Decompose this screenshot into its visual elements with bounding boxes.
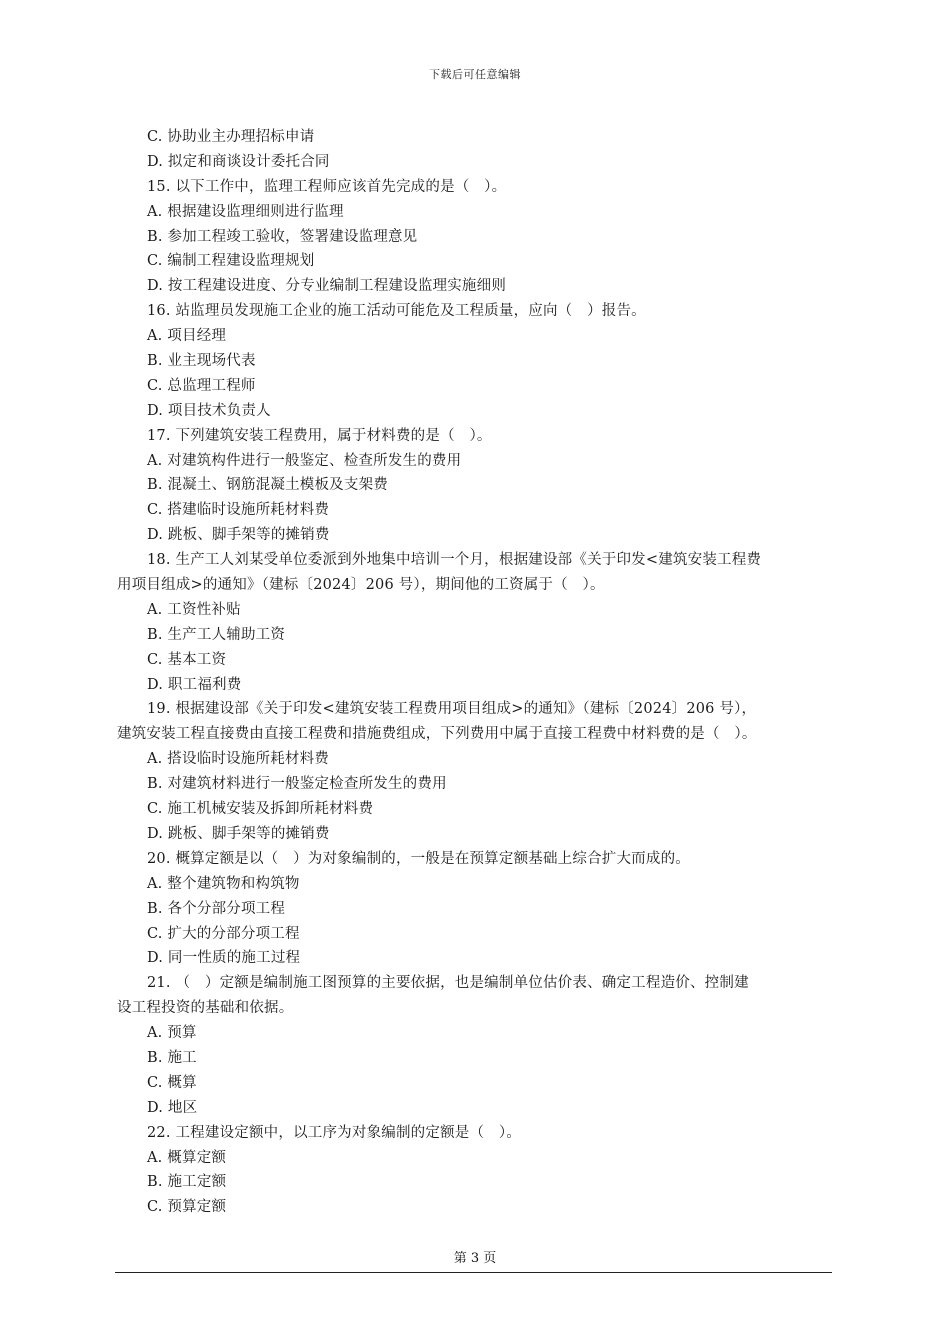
option-line: A. 根据建设监理细则进行监理	[147, 203, 344, 220]
question-line: 15. 以下工作中，监理工程师应该首先完成的是（ ）。	[147, 178, 507, 195]
option-line: D. 按工程建设进度、分专业编制工程建设监理实施细则	[147, 278, 507, 295]
question-line: 19. 根据建设部《关于印发<建筑安装工程费用项目组成>的通知》（建标〔2024〕206 号），	[147, 701, 757, 718]
option-line: B. 施工定额	[147, 1174, 227, 1191]
question-line: 18. 生产工人刘某受单位委派到外地集中培训一个月，根据建设部《关于印发<建筑安装工程费	[147, 552, 762, 569]
question-line: 21. （ ）定额是编制施工图预算的主要依据，也是编制单位估价表、确定工程造价、控制建	[147, 975, 749, 992]
question-line: 17. 下列建筑安装工程费用，属于材料费的是（ ）。	[147, 427, 492, 444]
option-line: C. 扩大的分部分项工程	[147, 925, 300, 942]
footer-divider	[115, 1272, 832, 1273]
option-line: D. 跳板、脚手架等的摊销费	[147, 825, 330, 842]
option-line: C. 编制工程建设监理规划	[147, 253, 315, 270]
option-line: C. 协助业主办理招标申请	[147, 129, 315, 145]
page-number: 第 3 页	[453, 1251, 497, 1266]
option-line: D. 跳板、脚手架等的摊销费	[147, 527, 330, 544]
option-line: C. 概算	[147, 1074, 197, 1091]
option-line: C. 施工机械安装及拆卸所耗材料费	[147, 801, 374, 818]
option-line: D. 地区	[147, 1099, 198, 1116]
option-line: A. 项目经理	[147, 328, 227, 345]
question-continuation: 建筑安装工程直接费由直接工程费和措施费组成，下列费用中属于直接工程费中材料费的是（ ）。	[117, 726, 757, 743]
question-line: 20. 概算定额是以（ ）为对象编制的，一般是在预算定额基础上综合扩大而成的。	[147, 850, 690, 867]
option-line: A. 整个建筑物和构筑物	[147, 875, 300, 892]
option-line: B. 参加工程竣工验收，签署建设监理意见	[147, 228, 418, 245]
option-line: D. 同一性质的施工过程	[147, 950, 301, 967]
option-line: B. 各个分部分项工程	[147, 900, 286, 917]
option-line: B. 生产工人辅助工资	[147, 626, 286, 643]
option-line: D. 项目技术负责人	[147, 402, 271, 419]
question-continuation: 设工程投资的基础和依据。	[117, 1000, 294, 1017]
option-line: B. 业主现场代表	[147, 353, 256, 370]
option-line: C. 搭建临时设施所耗材料费	[147, 502, 330, 519]
question-line: 16. 站监理员发现施工企业的施工活动可能危及工程质量，应向（ ）报告。	[147, 303, 646, 320]
header-note: 下载后可任意编辑	[429, 68, 521, 81]
option-line: A. 搭设临时设施所耗材料费	[147, 751, 329, 768]
option-line: D. 职工福利费	[147, 676, 242, 693]
option-line: B. 混凝土、钢筋混凝土模板及支架费	[147, 477, 388, 494]
option-line: C. 基本工资	[147, 651, 227, 668]
option-line: B. 对建筑材料进行一般鉴定检查所发生的费用	[147, 776, 447, 793]
question-continuation: 用项目组成>的通知》（建标〔2024〕206 号），期间他的工资属于（ ）。	[117, 577, 605, 594]
document-body	[117, 125, 832, 1220]
option-line: D. 拟定和商谈设计委托合同	[147, 153, 330, 170]
option-line: B. 施工	[147, 1049, 197, 1066]
option-line: C. 总监理工程师	[147, 377, 256, 394]
option-line: A. 概算定额	[147, 1149, 227, 1166]
option-line: A. 工资性补贴	[147, 601, 241, 618]
option-line: C. 预算定额	[147, 1199, 227, 1216]
question-line: 22. 工程建设定额中，以工序为对象编制的定额是（ ）。	[147, 1124, 522, 1141]
option-line: A. 预算	[147, 1025, 197, 1042]
option-line: A. 对建筑构件进行一般鉴定、检查所发生的费用	[147, 452, 462, 469]
